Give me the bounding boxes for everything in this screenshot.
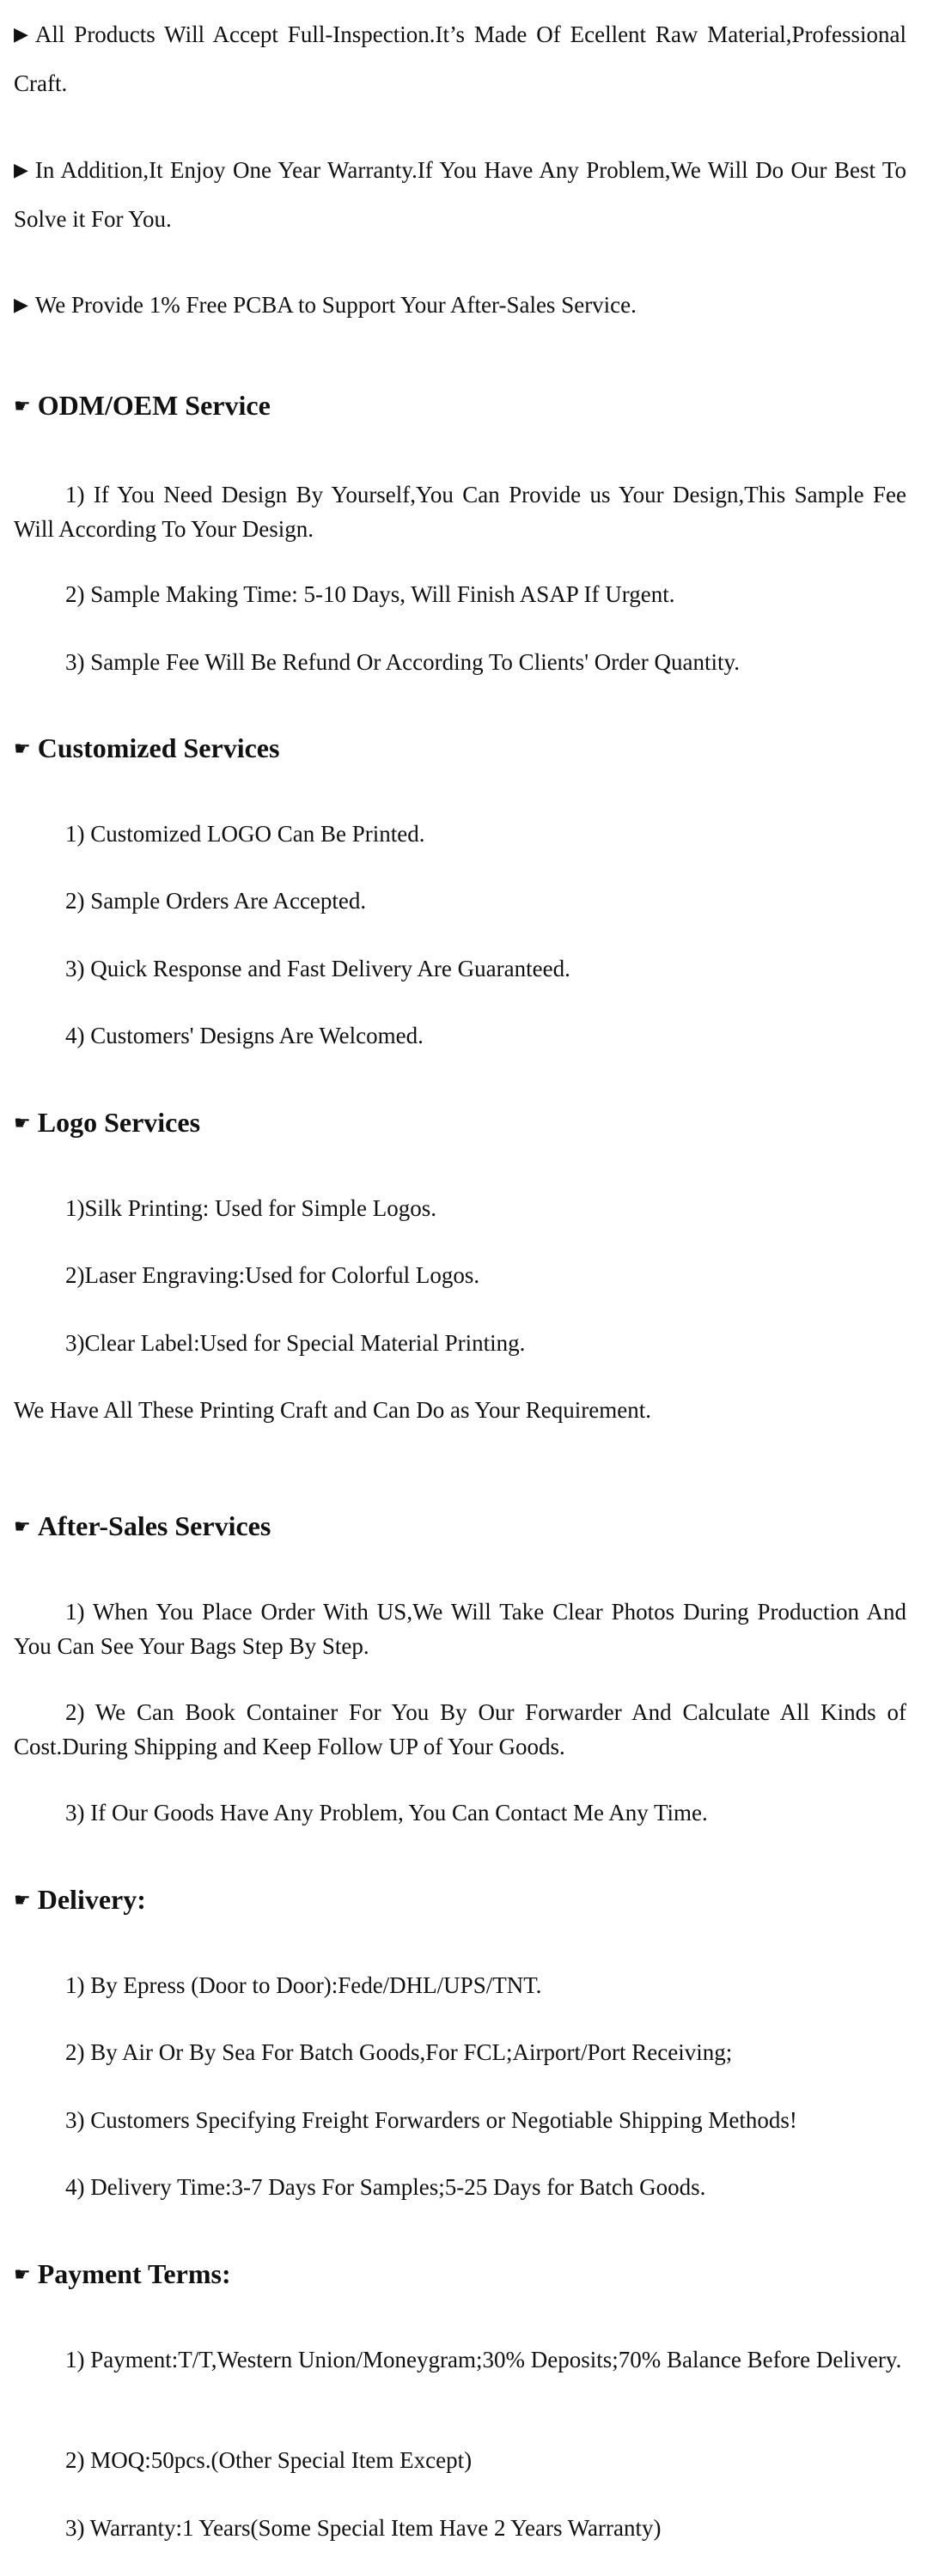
after-sales-item-1: 1) When You Place Order With US,We Will Take Clear Photos During Production And You Can See Your Bags Step By Step. <box>14 1599 906 1659</box>
pointing-hand-icon: ☛ <box>14 1516 31 1538</box>
logo-item-3: 3)Clear Label:Used for Special Material Printing. <box>65 1330 526 1356</box>
delivery-title: Delivery: <box>37 1884 146 1915</box>
delivery-item-2: 2) By Air Or By Sea For Batch Goods,For FCL;Airport/Port Receiving; <box>65 2039 733 2065</box>
intro-text-3: We Provide 1% Free PCBA to Support Your After-Sales Service. <box>34 292 637 318</box>
triangle-right-icon: ▶ <box>14 295 28 316</box>
customized-title: Customized Services <box>37 732 280 763</box>
pointing-hand-icon: ☛ <box>14 1890 31 1911</box>
odm-item-3: 3) Sample Fee Will Be Refund Or According To Clients' Order Quantity. <box>65 649 741 675</box>
section-heading-odm <box>14 388 906 424</box>
pointing-hand-icon: ☛ <box>14 738 31 760</box>
delivery-item-4: 4) Delivery Time:3-7 Days For Samples;5-25 Days for Batch Goods. <box>65 2174 706 2200</box>
pointing-hand-icon: ☛ <box>14 396 31 417</box>
logo-title: Logo Services <box>37 1107 201 1138</box>
logo-item-1: 1)Silk Printing: Used for Simple Logos. <box>65 1195 436 1221</box>
intro-text-1: All Products Will Accept Full-Inspection.It’s Made Of Ecellent Raw Material,Professional Craft. <box>14 21 906 96</box>
payment-item-1: 1) Payment:T/T,Western Union/Moneygram;30% Deposits;70% Balance Before Delivery. <box>65 2347 902 2372</box>
after-sales-item-2: 2) We Can Book Container For You By Our Forwarder And Calculate All Kinds of Cost.During Shipping and Keep Follow UP of Your Goods. <box>14 1699 906 1759</box>
intro-paragraph-1 <box>14 10 906 108</box>
customized-item-2: 2) Sample Orders Are Accepted. <box>65 888 367 914</box>
after-sales-title: After-Sales Services <box>37 1510 271 1541</box>
pointing-hand-icon: ☛ <box>14 1113 31 1134</box>
section-heading-payment <box>14 2257 906 2293</box>
payment-item-2: 2) MOQ:50pcs.(Other Special Item Except) <box>65 2447 473 2473</box>
pointing-hand-icon: ☛ <box>14 2264 31 2286</box>
customized-item-3: 3) Quick Response and Fast Delivery Are Guaranteed. <box>65 956 570 981</box>
section-heading-customized <box>14 731 906 767</box>
odm-item-2: 2) Sample Making Time: 5-10 Days, Will Finish ASAP If Urgent. <box>65 581 675 607</box>
odm-title: ODM/OEM Service <box>37 390 271 421</box>
logo-note: We Have All These Printing Craft and Can Do as Your Requirement. <box>14 1397 651 1423</box>
section-heading-after-sales <box>14 1509 906 1545</box>
section-heading-delivery <box>14 1882 906 1918</box>
after-sales-item-3: 3) If Our Goods Have Any Problem, You Can Contact Me Any Time. <box>65 1800 708 1826</box>
customized-item-1: 1) Customized LOGO Can Be Printed. <box>65 821 425 847</box>
odm-item-1: 1) If You Need Design By Yourself,You Can Provide us Your Design,This Sample Fee Will According To Your Design. <box>14 482 906 542</box>
delivery-item-3: 3) Customers Specifying Freight Forwarders or Negotiable Shipping Methods! <box>65 2107 797 2133</box>
intro-paragraph-3 <box>14 281 906 330</box>
customized-item-4: 4) Customers' Designs Are Welcomed. <box>65 1023 424 1048</box>
logo-item-2: 2)Laser Engraving:Used for Colorful Logos. <box>65 1262 480 1288</box>
triangle-right-icon: ▶ <box>14 160 28 181</box>
payment-title: Payment Terms: <box>37 2258 231 2289</box>
payment-item-3: 3) Warranty:1 Years(Some Special Item Have 2 Years Warranty) <box>65 2515 662 2541</box>
triangle-right-icon: ▶ <box>14 24 28 46</box>
delivery-item-1: 1) By Epress (Door to Door):Fede/DHL/UPS/TNT. <box>65 1972 542 1998</box>
intro-text-2: In Addition,It Enjoy One Year Warranty.If You Have Any Problem,We Will Do Our Best To Solve it For You. <box>14 157 906 232</box>
section-heading-logo <box>14 1105 906 1141</box>
intro-paragraph-2 <box>14 146 906 244</box>
